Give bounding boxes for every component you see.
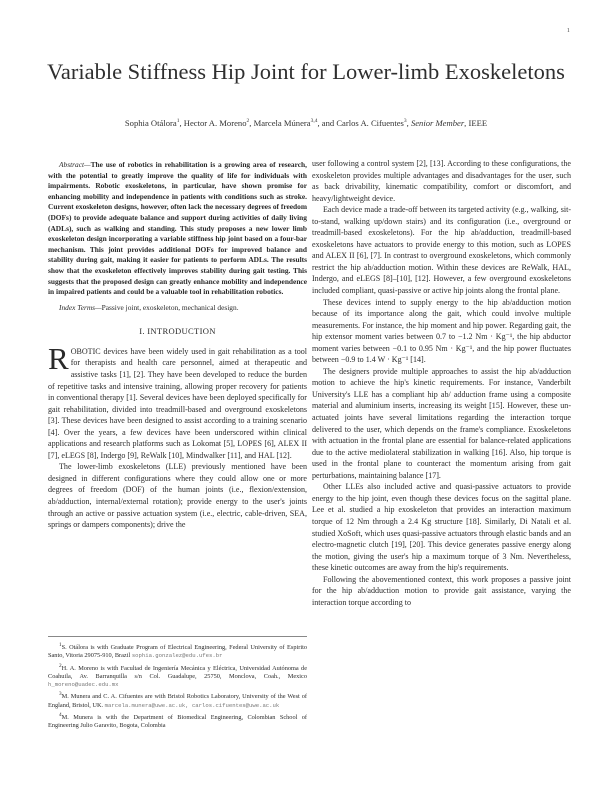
abstract-lead: Abstract— [59,160,91,169]
author-affiliation-mark: 2 [246,118,250,125]
author-name: Marcela Múnera [253,118,311,128]
footnote-email[interactable]: marcela.munera@uwe.ac.uk, carlos.cifuentes@uwe.ac.uk [104,701,280,709]
author-name: Sophia Otálora [124,118,177,128]
author-affiliation-mark: 1 [176,118,180,125]
abstract-text: The use of robotics in rehabilitation is a growing area of research, with the potential to greatly improve the quality of life for individuals with impairments. Robotic exoskeletons, in particular, have shown promise for enhancing mobility and independence in patients with conditions such as stroke. Current exoskeleton designs, however, often lack the necessary degrees of freedom (DOFs) to provide adequate balance and support during activities of daily living (ADLs), such as walking and standing. This study proposes a new lower limb exoskeleton design incorporating a variable stiffness hip joint based on a four-bar mechanism. This joint provides additional DOFs for improved balance and stability during gait, making it easier for patients to perform ADLs. The results show that the exoskeleton effectively improves stability during gait testing. This suggests that the proposed design can greatly enhance mobility and independence in impaired patients and could be a valuable tool in rehabilitation robotics. [48,160,307,297]
footnote: $^1$S. Otálora is with Graduate Program of Electrical Engineering, Federal University of Espirito Santo, Vitoria 29075-910, Brazil sophia.gonzalez@edu.ufes.br [48,642,307,660]
index-terms-text: Passive joint, exoskeleton, mechanical design. [101,302,239,312]
abstract [48,160,307,298]
intro-paragraph: The lower-limb exoskeletons (LLE) previously mentioned have been designed in different configurations where they could allow one or more degrees of freedom (DOF) of the human joints (i.e., flexion/extension, ab/adduction, internal/external rotation); provide energy to the user's joints through an active or passive actuation system (i.e., electric, cable-driven, SEA, springs or dampers components); drive the [48,462,307,530]
body-paragraph: These devices intend to supply energy to the hip ab/adduction motion because of its importance along the gait, which could involve multiple measurements. For instance, the hip moment and hip power. Regarding gait, the hip extensor moment varies between 0.7 to −1.2 Nm · Kg⁻¹, the hip abductor moment varies between −0.1 to 0.95 Nm · Kg⁻¹, and the hip power fluctuates between −0.9 to 1.4 W · Kg⁻¹ [14]. [312,297,571,365]
intro-paragraph [48,340,307,461]
body-paragraph: The designers provide multiple approaches to assist the hip ab/adduction motion to achieve the hip's kinetic requirements. For instance, Vanderbilt University's LLE has a compliant hip ab/ adduction frame using a composite material and aluminium inserts, increasing its weight [15]. However, these un-actuated joints have several limitations regarding the interaction torque delivered to the user, which depends on the frame's compliance. Exoskeletons with actuation in the frontal plane are essential for balance-related applications due to the active mediolateral stabilization in walking [16]. Also, hip torque is used in the frontal plane to counteract the momentum arising from gait perturbations, maintaining balance [17]. [312,366,571,480]
body-paragraph: Following the abovementioned context, this work proposes a passive joint for the hip ab/adduction motion to provide gait assistance, varying the interaction torque according to [312,574,571,607]
footnote: $^4$M. Munera is with the Department of Biomedical Engineering, Colombian School of Engineering Julio Garavito, Bogota, Colombia [48,711,307,729]
page-number: 1 [566,27,570,34]
member-grade: Senior Member [410,118,465,128]
index-terms [48,303,307,314]
author-affiliation-mark: 3,4 [310,118,318,125]
body-paragraph: user following a control system [2], [13]. According to these configurations, the exoskeleton provides multiple advantages and disadvantages for the user, such as back drivability, kinematic compatibility, comfort or discomfort, and heavy/lightweight device. [312,159,571,203]
footnote: $^3$M. Munera and C. A. Cifuentes are with Bristol Robotics Laboratory, University of the West of England, Bristol, UK. marcela.munera@uwe.ac.uk, carlos.cifuentes@uwe.ac.uk [48,691,307,709]
footnote-rule [48,636,307,637]
footnote-email[interactable]: sophia.gonzalez@edu.ufes.br [131,652,223,660]
left-column [48,160,307,531]
footnote-email[interactable]: h_moreno@uadec.edu.mx [48,681,119,688]
footnote: $^2$H. A. Moreno is with Facultad de Ingeniería Mecánica y Eléctrica, Universidad Autónoma de Coahuila, Av. Barranquilla s/n Col. Guadalupe, 25750, Monclova, Coah., Mexico h_moreno@uadec.edu.mx [48,662,307,688]
author-affiliation-mark: 3 [403,118,407,125]
paper-title: Variable Stiffness Hip Joint for Lower-limb Exoskeletons [47,59,565,84]
right-column [312,158,571,608]
member-org: IEEE [468,118,488,128]
body-paragraph: Each device made a trade-off between its targeted activity (e.g., walking, sit-to-stand, walking up/down stairs) and its configuration (i.e., overground or treadmill-based exoskeletons). For the hip ab/adduction, treadmill-based exoskeletons have actuators to provide energy to this motion, such as LOPES and ALEX II [6], [7]. In contrast to overground exoskeletons, which commonly restrict the hip ab/adduction motion. Within these devices are ReWalk, HAL, Indergo, and eLEGS [8]–[10], [12]. However, a few overground exoskeletons included compliant, quasi-passive or active hip joints along the frontal plane. [312,205,571,296]
index-terms-lead: Index Terms— [59,302,102,312]
author-name: Carlos A. Cifuentes [336,118,404,128]
body-paragraph: Other LLEs also included active and quasi-passive actuators to provide energy to the hip joint, even though these devices focus on the sagittal plane. Lee et al. studied a hip exoskeleton that provides an interaction maximum torque of 12 Nm through a 2.4 Kg structure [18]. Similarly, Di Natali et al. studied XoSoft, which uses quasi-passive actuators through elastic bands and an electro-magnetic clutch [19], [20]. This device generates passive energy along the motion, giving the user's hip a maximum torque of 3 Nm. Nevertheless, these kinetic outcomes are away from the hip's requirements. [312,482,571,573]
drop-cap: R [48,340,69,376]
author-list: Sophia Otálora$^1$, Hector A. Moreno$^2$, Marcela Múnera$^{3,4}$, and Carlos A. Cifuentes$^3$, Senior Member, IEEE [124,118,488,128]
author-name: Hector A. Moreno [183,118,247,128]
intro-paragraph-text: OBOTIC devices have been widely used in gait rehabilitation as a tool for therapists and health care personnel, aimed at therapeutic and assistive tasks [1], [2]. They have been developed to reduce the burden of repetitive tasks and intensive training, allowing proper recovery for patients in conventional therapy [1]. Several devices have been deployed specifically for gait rehabilitation, divided into treadmill-based and overground exoskeletons [3]. These devices have been designed to assist according to a training scenario [4]. Over the years, a few devices have been underscored within clinical applications and research platforms such as Lokomat [5], LOPES [6], ALEX II [7], eLEGS [8], Indergo [9], ReWalk [10], Mindwalker [11], and HAL [12]. [48,346,307,460]
section-heading: I. INTRODUCTION [139,326,216,337]
footnotes [48,641,307,731]
